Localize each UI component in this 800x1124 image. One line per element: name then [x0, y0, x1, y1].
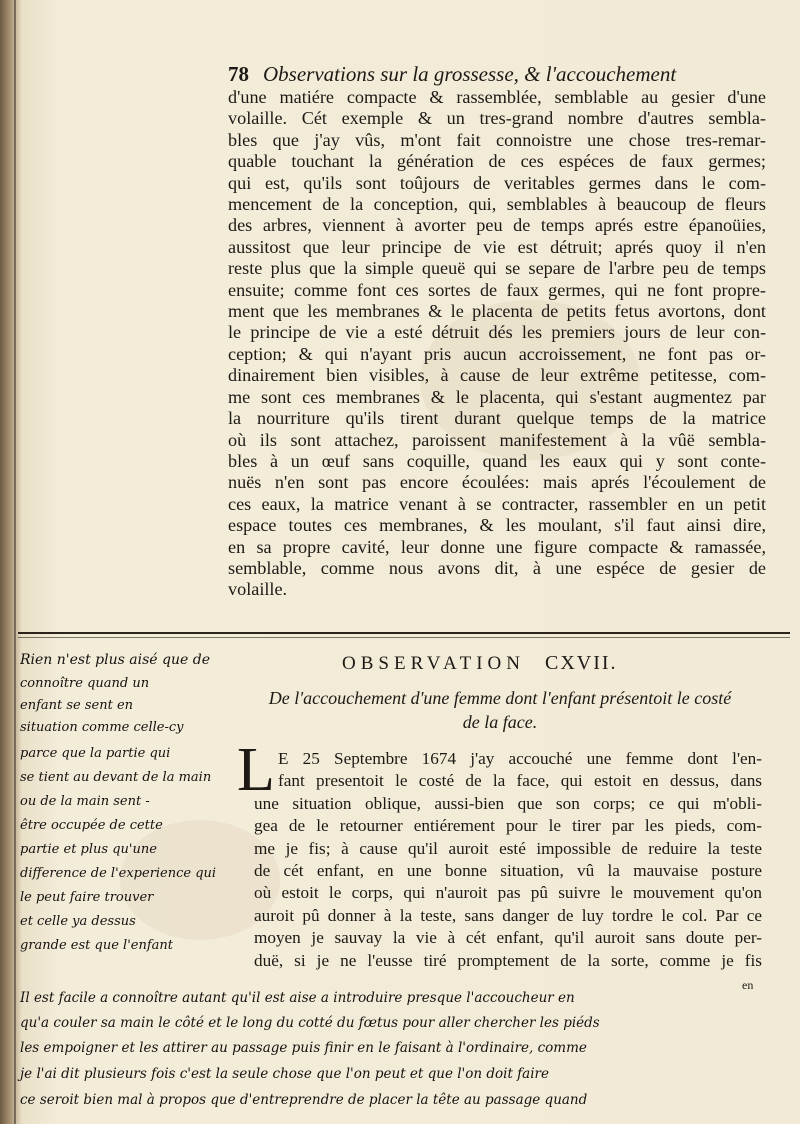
- text-line: la nourriture qu'ils tirent durant quelque temps de la matrice: [228, 408, 766, 429]
- text-line: aussitost que leur principe de vie est détruit; aprés quoy il n'en: [228, 236, 766, 257]
- observation-paragraph: [254, 748, 762, 972]
- handwritten-note: Rien n'est plus aisé que de: [20, 652, 210, 668]
- observation-heading: [342, 652, 772, 675]
- handwritten-note: se tient au devant de la main: [20, 770, 212, 785]
- text-line: ces eaux, la matrice venant à se contracter, rassembler en un petit: [228, 493, 766, 514]
- text-line: en sa propre cavité, leur donne une figure compacte & ramassée,: [228, 536, 766, 557]
- handwritten-note: grande est que l'enfant: [20, 938, 174, 953]
- handwritten-note: le peut faire trouver: [20, 890, 154, 905]
- text-line: des arbres, viennent à avorter peu de temps aprés estre épanoüies,: [228, 215, 766, 236]
- text-line: mencement de la conception, qui, semblables à beaucoup de fleurs: [228, 194, 766, 215]
- text-line: le principe de vie a esté détruit dés les premiers jours de leur con-: [228, 322, 766, 343]
- handwritten-note: qu'a couler sa main le côté et le long du cotté du fœtus pour aller chercher les piéds: [20, 1015, 600, 1031]
- text-line: bles que j'ay vûs, m'ont fait connoistre une chose tres-remar-: [228, 129, 766, 150]
- text-line: me sont ces membranes & le placenta, qui s'estant augmentez par: [228, 386, 766, 407]
- handwritten-note: ou de la main sent -: [20, 794, 150, 809]
- text-line: E 25 Septembre 1674 j'ay accouché une femme dont l'en-: [278, 749, 762, 768]
- handwritten-note: je l'ai dit plusieurs fois c'est la seule chose que l'on peut et que l'on doit faire: [20, 1066, 549, 1082]
- handwritten-note: parce que la partie qui: [20, 746, 171, 761]
- text-line: ment que les membranes & le placenta de petits fetus avortons, dont: [228, 301, 766, 322]
- text-line: volaille.: [228, 579, 288, 600]
- text-line: duë, si je ne l'eusse tiré promptement de la sorte, comme je fis: [254, 950, 762, 970]
- handwritten-note: enfant se sent en: [20, 698, 134, 713]
- section-rule: [18, 632, 790, 634]
- text-line: volaille. Cét exemple & un tres-grand nombre d'autres sembla-: [228, 108, 766, 129]
- handwritten-note: Il est facile a connoître autant qu'il est aise a introduire presque l'accoucheur en: [20, 990, 575, 1006]
- text-line: nuës n'en sont pas encore écoulées: mais aprés l'écoulement de: [228, 472, 766, 493]
- text-line: quable touchant la génération de ces espéces de faux germes;: [228, 151, 766, 172]
- text-line: me je fis; à cause qu'il auroit esté impossible de reduire la teste: [254, 838, 762, 858]
- observation-label: OBSERVATION: [342, 653, 525, 674]
- catchword: en: [742, 978, 754, 992]
- text-line: bles à un œuf sans coquille, quand les eaux qui y sont conte-: [228, 450, 766, 471]
- text-line: gea de le retourner entiérement pour le tirer par les pieds, com-: [254, 816, 762, 836]
- text-line: d'une matiére compacte & rassemblée, semblable au gesier d'une: [228, 87, 766, 107]
- body-paragraph: [228, 87, 766, 601]
- text-line: où estoit le corps, qui n'auroit pas pû suivre le mouvement qu'on: [254, 883, 762, 903]
- text-line: une situation oblique, aussi-bien que son corps; ce qui m'obli-: [254, 793, 762, 813]
- text-line: fant presentoit le costé de la face, qui estoit en dessus, dans: [278, 771, 762, 791]
- text-line: où ils sont attachez, paroissent manifestement à la vûë sembla-: [228, 429, 766, 450]
- running-title: Observations sur la grossesse, & l'accouchement: [263, 62, 677, 86]
- text-line: espace toutes ces membranes, & les moulant, s'il faut ainsi dire,: [228, 515, 766, 536]
- text-line: auroit pû donner à la teste, sans danger de luy tordre le col. Par ce: [254, 905, 762, 925]
- text-line: moyen je sauvay la vie à cét enfant, qu'il auroit sans doute per-: [254, 928, 762, 948]
- observation-subtitle: [240, 686, 760, 734]
- text-line: de cét enfant, en une bonne situation, vû la mauvaise posture: [254, 861, 762, 881]
- handwritten-note: être occupée de cette: [20, 818, 163, 833]
- text-line: dinairement bien visibles, à cause de leur extrême petitesse, com-: [228, 365, 766, 386]
- text-line: ensuite; comme font ces sortes de faux germes, qui ne font propre-: [228, 279, 766, 300]
- handwritten-note: ce seroit bien mal à propos que d'entreprendre de placer la tête au passage quand: [20, 1092, 588, 1108]
- subtitle-line: De l'accouchement d'une femme dont l'enfant présentoit le costé: [268, 688, 732, 708]
- drop-capital: L: [237, 736, 275, 804]
- text-line: reste plus que la simple queuë qui se separe de l'arbre peu de temps: [228, 258, 766, 279]
- handwritten-note: situation comme celle-cy: [20, 720, 184, 735]
- page-number: 78: [228, 62, 249, 86]
- running-head: [228, 62, 788, 87]
- handwritten-note: les empoigner et les attirer au passage puis finir en le faisant à l'ordinaire, comme: [20, 1040, 587, 1056]
- text-line: ception; & qui n'ayant pris aucun accroissement, ne font pas or-: [228, 343, 766, 364]
- handwritten-note: et celle ya dessus: [20, 914, 136, 929]
- handwritten-note: partie et plus qu'une: [20, 842, 157, 857]
- text-line: semblable, comme nous avons dit, à une espéce de gesier de: [228, 557, 766, 578]
- text-line: qui est, qu'ils sont toûjours de veritables germes dans le com-: [228, 172, 766, 193]
- observation-number: CXVII.: [544, 652, 618, 674]
- subtitle-line: de la face.: [462, 712, 538, 732]
- handwritten-note: connoître quand un: [20, 676, 150, 691]
- handwritten-note: difference de l'experience qui: [20, 866, 217, 881]
- binding-gutter: [14, 0, 16, 1124]
- section-rule-thin: [18, 637, 790, 638]
